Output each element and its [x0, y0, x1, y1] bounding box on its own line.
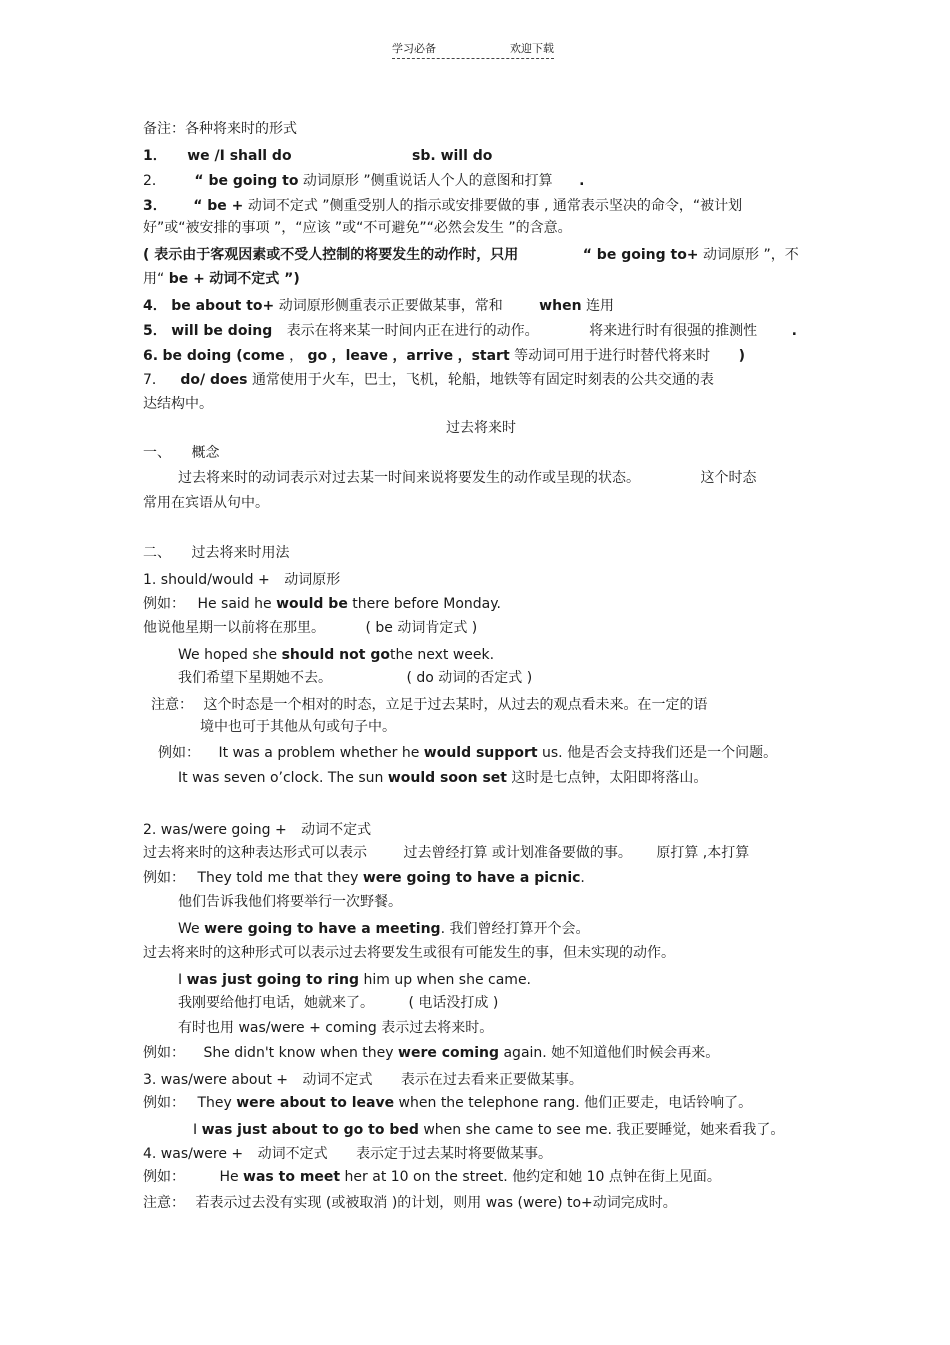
usage2-example-2: We were going to have a meeting. 我们曾经打算开个会。	[178, 921, 590, 937]
usage2-example-4: 有时也用 was/were + coming 表示过去将来时。	[178, 1020, 494, 1036]
usage1-note-line2: 境中也可于其他从句或句子中。	[200, 719, 396, 735]
usage3-heading: 3. was/were about + 动词不定式 表示在过去看来正要做某事。	[143, 1072, 583, 1088]
form-7-line2: 达结构中。	[143, 396, 213, 412]
header-right: 欢迎下载	[510, 42, 554, 55]
form-4: 4． be about to+ 动词原形侧重表示正要做某事，常和 when 连用	[143, 298, 614, 314]
usage1-example-2-cn: 我们希望下星期她不去。 ( do 动词的否定式 )	[178, 670, 533, 686]
concept-para-2: 常用在宾语从句中。	[143, 495, 269, 511]
form-1: 1． we /I shall do sb. will do	[143, 148, 493, 164]
usage2-example-1-cn: 他们告诉我他们将要举行一次野餐。	[178, 894, 402, 910]
form-paren-2: 用“ be + 动词不定式 ”)	[143, 271, 300, 287]
usage1-example-4: It was seven o’clock. The sun would soon set 这时是七点钟，太阳即将落山。	[178, 770, 708, 786]
usage1-note: 注意： 这个时态是一个相对的时态，立足于过去某时，从过去的观点看未来。在一定的语	[151, 697, 708, 713]
header-left: 学习必备	[392, 42, 436, 55]
usage2-example-1: 例如： They told me that they were going to have a picnic.	[143, 870, 585, 886]
form-paren-1: ( 表示由于客观因素或不受人控制的将要发生的动作时，只用 “ be going to+ 动词原形 ”，不	[143, 247, 799, 263]
usage4-example-1: 例如： He was to meet her at 10 on the street. 他约定和她 10 点钟在街上见面。	[143, 1169, 721, 1185]
note-title: 备注：各种将来时的形式	[143, 121, 297, 137]
usage4-heading: 4. was/were + 动词不定式 表示定于过去某时将要做某事。	[143, 1146, 553, 1162]
form-7: 7． do/ does 通常使用于火车，巴士，飞机，轮船，地铁等有固定时刻表的公共交通的表	[143, 372, 714, 388]
form-3: 3． “ be + 动词不定式 ”侧重受别人的指示或安排要做的事 , 通常表示坚决的命令，“被计划	[143, 198, 743, 214]
usage1-example-1: 例如： He said he would be there before Monday.	[143, 596, 501, 612]
usage2-desc-b: 过去将来时的这种形式可以表示过去将要发生或很有可能发生的事，但未实现的动作。	[143, 945, 675, 961]
page-header	[392, 40, 554, 59]
usage3-example-2: I was just about to go to bed when she came to see me. 我正要睡觉，她来看我了。	[193, 1122, 785, 1138]
usage2-heading: 2. was/were going + 动词不定式	[143, 822, 372, 838]
form-6: 6. be doing (come ， go ，leave ，arrive ，start 等动词可用于进行时替代将来时 )	[143, 348, 745, 364]
concept-para-1: 过去将来时的动词表示对过去某一时间来说将要发生的动作或呈现的状态。 这个时态	[178, 470, 757, 486]
form-3-line2: 好”或“被安排的事项 ”，“应该 ”或“不可避免”“必然会发生 ”的含意。	[143, 220, 572, 236]
usage1-heading: 1. should/would + 动词原形	[143, 572, 341, 588]
usage2-example-3: I was just going to ring him up when she came.	[178, 972, 532, 988]
usage1-example-2: We hoped she should not gothe next week.	[178, 647, 495, 663]
usage1-example-1-cn: 他说他星期一以前将在那里。 ( be 动词肯定式 )	[143, 620, 478, 636]
usage1-example-3: 例如： It was a problem whether he would support us. 他是否会支持我们还是一个问题。	[158, 745, 778, 761]
section-title: 过去将来时	[446, 420, 516, 436]
usage3-example-1: 例如： They were about to leave when the telephone rang. 他们正要走，电话铃响了。	[143, 1095, 753, 1111]
form-2: 2． “ be going to 动词原形 ”侧重说话人个人的意图和打算 .	[143, 173, 585, 189]
usage2-desc: 过去将来时的这种表达形式可以表示 过去曾经打算 或计划准备要做的事。 原打算 ,本打算	[143, 845, 750, 861]
concept-heading: 一、 概念	[143, 445, 220, 461]
usage4-note: 注意： 若表示过去没有实现 (或被取消 )的计划，则用 was (were) to+动词完成时。	[143, 1195, 677, 1211]
usage2-example-5: 例如： She didn't know when they were coming again. 她不知道他们时候会再来。	[143, 1045, 720, 1061]
form-5: 5． will be doing 表示在将来某一时间内正在进行的动作。 将来进行时有很强的推测性 .	[143, 323, 797, 339]
usage-heading: 二、 过去将来时用法	[143, 545, 290, 561]
usage2-example-3-cn: 我刚要给他打电话，她就来了。 ( 电话没打成 )	[178, 995, 499, 1011]
